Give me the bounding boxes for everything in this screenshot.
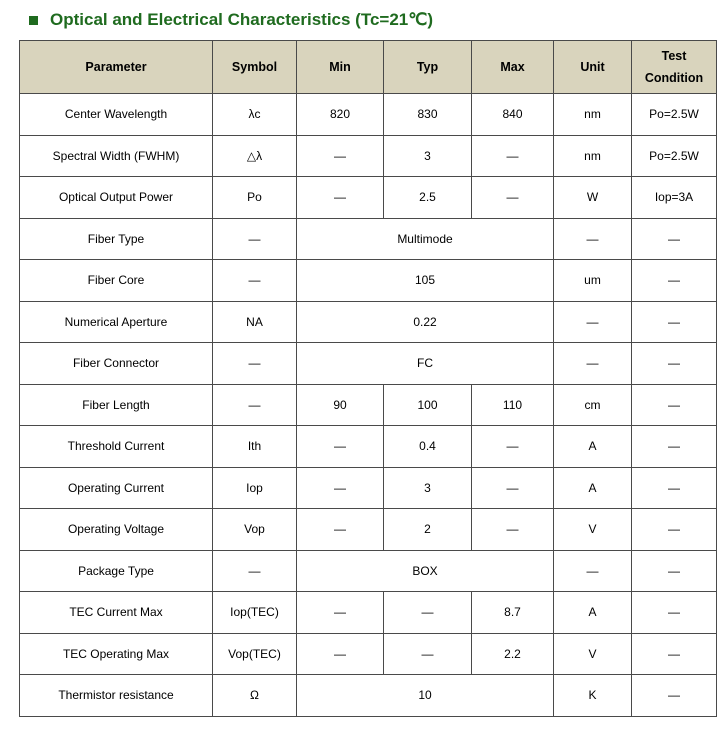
cell-symbol: NA [213, 301, 297, 343]
header-unit: Unit [554, 41, 632, 94]
cell-unit: nm [554, 135, 632, 177]
cell-parameter: Fiber Type [20, 218, 213, 260]
cell-min: — [297, 592, 384, 634]
cell-symbol: Iop [213, 467, 297, 509]
cell-max: — [472, 177, 554, 219]
cell-min: 90 [297, 384, 384, 426]
cell-value: 0.22 [297, 301, 554, 343]
cell-value: FC [297, 343, 554, 385]
header-symbol: Symbol [213, 41, 297, 94]
cell-value: 105 [297, 260, 554, 302]
cell-parameter: Package Type [20, 550, 213, 592]
cell-test-condition: — [632, 343, 717, 385]
cell-typ: 3 [384, 467, 472, 509]
cell-unit: um [554, 260, 632, 302]
table-row [20, 260, 717, 302]
cell-min: — [297, 426, 384, 468]
section-heading [29, 8, 433, 32]
header-min: Min [297, 41, 384, 94]
cell-symbol: △λ [213, 135, 297, 177]
header-test-condition [632, 41, 717, 94]
cell-test-condition: — [632, 301, 717, 343]
table-row [20, 467, 717, 509]
cell-symbol: λc [213, 94, 297, 136]
cell-max: — [472, 426, 554, 468]
cell-test-condition: — [632, 218, 717, 260]
cell-typ: — [384, 592, 472, 634]
cell-unit: — [554, 301, 632, 343]
cell-value: 10 [297, 675, 554, 717]
cell-symbol: — [213, 384, 297, 426]
cell-symbol: Iop(TEC) [213, 592, 297, 634]
cell-max: — [472, 135, 554, 177]
cell-unit: cm [554, 384, 632, 426]
cell-parameter: Operating Current [20, 467, 213, 509]
cell-min: — [297, 177, 384, 219]
cell-symbol: Po [213, 177, 297, 219]
cell-parameter: Center Wavelength [20, 94, 213, 136]
cell-symbol: — [213, 260, 297, 302]
header-test-condition-line2: Condition [644, 71, 704, 85]
cell-unit: — [554, 550, 632, 592]
table-row [20, 218, 717, 260]
header-max: Max [472, 41, 554, 94]
table-row [20, 675, 717, 717]
cell-unit: nm [554, 94, 632, 136]
table-row [20, 94, 717, 136]
cell-unit: — [554, 343, 632, 385]
cell-typ: 2.5 [384, 177, 472, 219]
cell-unit: A [554, 426, 632, 468]
cell-parameter: Thermistor resistance [20, 675, 213, 717]
square-bullet-icon [29, 16, 38, 25]
cell-typ: 830 [384, 94, 472, 136]
table-row [20, 135, 717, 177]
cell-symbol: Vop [213, 509, 297, 551]
table-row [20, 384, 717, 426]
cell-test-condition: — [632, 633, 717, 675]
cell-parameter: Fiber Length [20, 384, 213, 426]
table-row [20, 177, 717, 219]
cell-typ: 100 [384, 384, 472, 426]
cell-parameter: Operating Voltage [20, 509, 213, 551]
header-typ: Typ [384, 41, 472, 94]
cell-value: BOX [297, 550, 554, 592]
table-row [20, 550, 717, 592]
cell-unit: V [554, 633, 632, 675]
cell-symbol: — [213, 343, 297, 385]
cell-parameter: TEC Operating Max [20, 633, 213, 675]
cell-min: — [297, 633, 384, 675]
cell-parameter: Fiber Core [20, 260, 213, 302]
cell-max: — [472, 467, 554, 509]
cell-min: — [297, 509, 384, 551]
cell-typ: 0.4 [384, 426, 472, 468]
cell-unit: A [554, 467, 632, 509]
cell-symbol: Vop(TEC) [213, 633, 297, 675]
cell-symbol: — [213, 550, 297, 592]
cell-max: 110 [472, 384, 554, 426]
cell-max: 8.7 [472, 592, 554, 634]
cell-symbol: — [213, 218, 297, 260]
cell-unit: — [554, 218, 632, 260]
cell-unit: V [554, 509, 632, 551]
cell-min: — [297, 135, 384, 177]
cell-test-condition: — [632, 467, 717, 509]
cell-symbol: Ith [213, 426, 297, 468]
table-row [20, 592, 717, 634]
section-title: Optical and Electrical Characteristics (Tc=21℃) [50, 10, 434, 29]
cell-parameter: Threshold Current [20, 426, 213, 468]
cell-min: 820 [297, 94, 384, 136]
table-header-row [20, 41, 717, 94]
cell-parameter: Numerical Aperture [20, 301, 213, 343]
table-row [20, 509, 717, 551]
cell-test-condition: — [632, 550, 717, 592]
table-row [20, 633, 717, 675]
table-row [20, 301, 717, 343]
cell-typ: 3 [384, 135, 472, 177]
table-row [20, 343, 717, 385]
cell-symbol: Ω [213, 675, 297, 717]
cell-parameter: Fiber Connector [20, 343, 213, 385]
header-parameter: Parameter [20, 41, 213, 94]
cell-parameter: TEC Current Max [20, 592, 213, 634]
cell-test-condition: Po=2.5W [632, 135, 717, 177]
header-test-condition-line1: Test [661, 49, 687, 63]
cell-unit: W [554, 177, 632, 219]
cell-max: 2.2 [472, 633, 554, 675]
cell-test-condition: — [632, 260, 717, 302]
cell-test-condition: — [632, 426, 717, 468]
cell-test-condition: Po=2.5W [632, 94, 717, 136]
cell-unit: K [554, 675, 632, 717]
cell-max: 840 [472, 94, 554, 136]
cell-test-condition: — [632, 384, 717, 426]
characteristics-table [19, 40, 717, 717]
cell-unit: A [554, 592, 632, 634]
cell-typ: 2 [384, 509, 472, 551]
cell-value: Multimode [297, 218, 554, 260]
cell-typ: — [384, 633, 472, 675]
cell-max: — [472, 509, 554, 551]
table-body [20, 94, 717, 717]
cell-test-condition: Iop=3A [632, 177, 717, 219]
cell-min: — [297, 467, 384, 509]
cell-test-condition: — [632, 592, 717, 634]
cell-parameter: Optical Output Power [20, 177, 213, 219]
table-row [20, 426, 717, 468]
cell-parameter: Spectral Width (FWHM) [20, 135, 213, 177]
cell-test-condition: — [632, 509, 717, 551]
cell-test-condition: — [632, 675, 717, 717]
